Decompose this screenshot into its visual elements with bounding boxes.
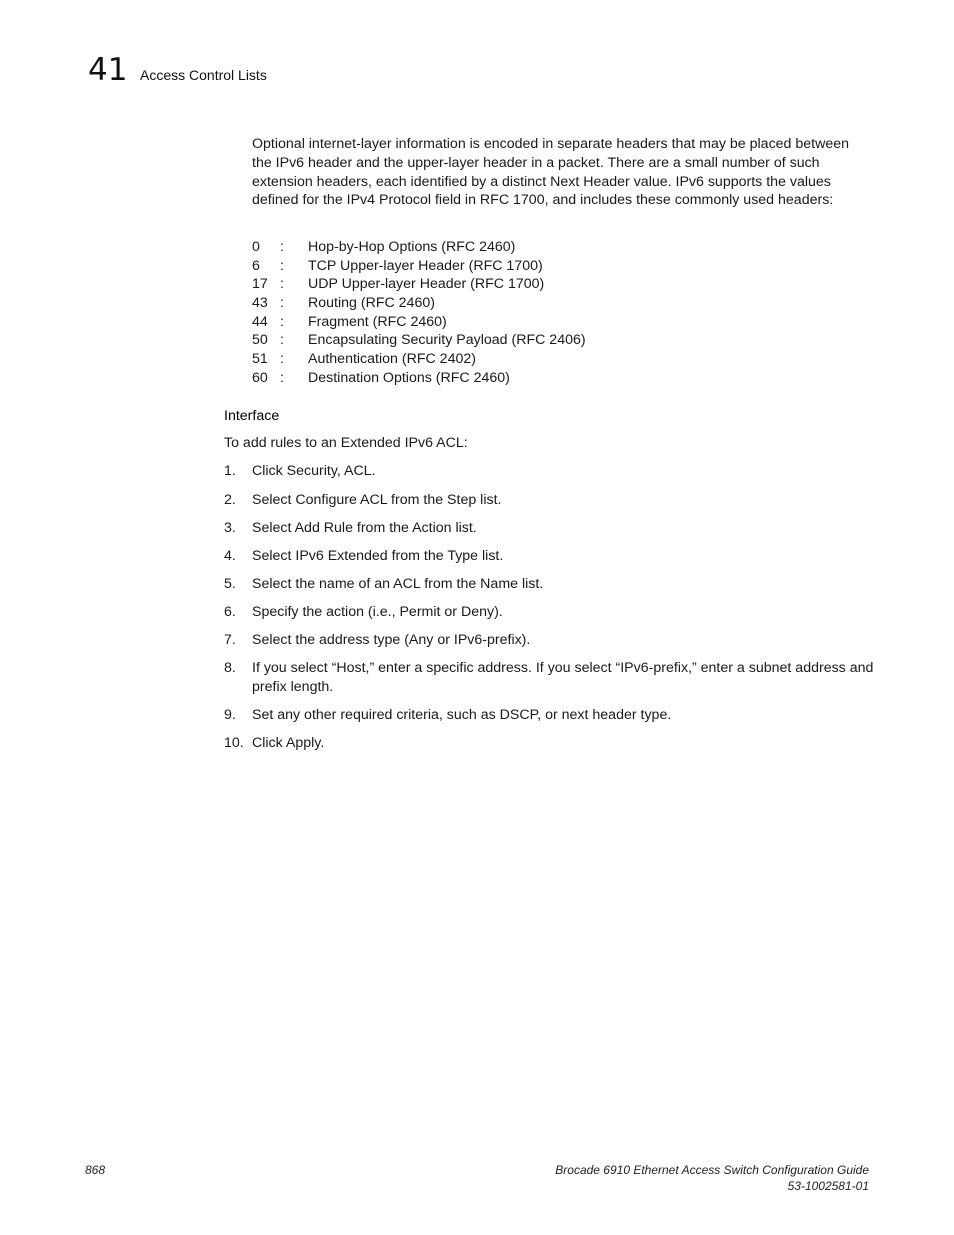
step-item: [224, 519, 874, 538]
step-item: [224, 659, 874, 697]
code-number: 51: [252, 351, 268, 368]
step-number: 2.: [224, 492, 236, 508]
section-heading: Interface: [224, 408, 280, 424]
step-text: Click Security, ACL.: [252, 463, 376, 479]
list-item: [252, 313, 852, 332]
list-item: [252, 294, 852, 313]
code-description: Authentication (RFC 2402): [308, 351, 476, 368]
code-number: 50: [252, 332, 268, 349]
code-description: Hop-by-Hop Options (RFC 2460): [308, 239, 516, 255]
step-number: 1.: [224, 463, 236, 479]
chapter-number: 41: [88, 52, 128, 88]
footer-page-number: 868: [85, 1163, 106, 1177]
step-text: Select Add Rule from the Action list.: [252, 520, 477, 536]
code-number: 6: [252, 257, 260, 274]
step-number: 10.: [224, 735, 244, 751]
code-separator: :: [280, 295, 284, 312]
step-item: [224, 575, 874, 594]
code-separator: :: [280, 351, 284, 368]
code-number: 17: [252, 276, 268, 293]
code-separator: :: [280, 332, 284, 349]
step-item: [224, 734, 874, 753]
step-number: 6.: [224, 604, 236, 620]
step-number: 8.: [224, 660, 236, 676]
code-description: TCP Upper-layer Header (RFC 1700): [308, 257, 543, 274]
step-text: Specify the action (i.e., Permit or Deny).: [252, 604, 503, 620]
step-number: 5.: [224, 576, 236, 592]
header-codes-list: [252, 238, 852, 388]
code-separator: :: [280, 257, 284, 274]
step-item: [224, 706, 874, 725]
step-item: [224, 631, 874, 650]
chapter-title: Access Control Lists: [140, 67, 267, 83]
code-description: UDP Upper-layer Header (RFC 1700): [308, 276, 545, 293]
step-number: 9.: [224, 707, 236, 723]
code-separator: :: [280, 369, 284, 386]
code-separator: :: [280, 313, 284, 330]
step-text: Select the name of an ACL from the Name list.: [252, 576, 544, 592]
step-text: Select IPv6 Extended from the Type list.: [252, 548, 504, 564]
list-item: [252, 238, 852, 257]
list-item: [252, 257, 852, 276]
code-description: Encapsulating Security Payload (RFC 2406): [308, 332, 586, 349]
code-number: 0: [252, 239, 260, 255]
step-number: 7.: [224, 632, 236, 648]
list-item: [252, 350, 852, 369]
footer-guide-title: Brocade 6910 Ethernet Access Switch Configuration Guide: [555, 1163, 869, 1177]
step-item: [224, 462, 874, 481]
step-item: [224, 547, 874, 566]
step-text: If you select “Host,” enter a specific address. If you select “IPv6-prefix,” enter a subnet address and prefix length.: [252, 660, 874, 695]
step-text: Click Apply.: [252, 735, 325, 751]
code-description: Destination Options (RFC 2460): [308, 369, 510, 386]
footer-doc-info: [555, 1162, 869, 1194]
code-description: Routing (RFC 2460): [308, 295, 435, 312]
code-number: 60: [252, 369, 268, 386]
code-separator: :: [280, 276, 284, 293]
step-number: 3.: [224, 520, 236, 536]
code-number: 44: [252, 313, 268, 330]
list-item: [252, 331, 852, 350]
step-text: Select Configure ACL from the Step list.: [252, 492, 502, 508]
step-text: Set any other required criteria, such as DSCP, or next header type.: [252, 707, 672, 723]
list-item: [252, 369, 852, 388]
code-description: Fragment (RFC 2460): [308, 313, 447, 330]
step-number: 4.: [224, 548, 236, 564]
intro-paragraph: Optional internet-layer information is encoded in separate headers that may be placed between the IPv6 header and the upper-layer header in a packet. There are a small number of such extension headers, each identified by a distinct Next Header value. IPv6 supports the values defined for the IPv4 Protocol field in RFC 1700, and includes these commonly used headers:: [252, 136, 850, 209]
step-item: [224, 603, 874, 622]
code-number: 43: [252, 295, 268, 312]
step-text: Select the address type (Any or IPv6-prefix).: [252, 632, 531, 648]
step-item: [224, 491, 874, 510]
code-separator: :: [280, 239, 284, 255]
list-item: [252, 275, 852, 294]
section-lead: To add rules to an Extended IPv6 ACL:: [224, 435, 468, 451]
footer-doc-number: 53-1002581-01: [787, 1179, 869, 1193]
